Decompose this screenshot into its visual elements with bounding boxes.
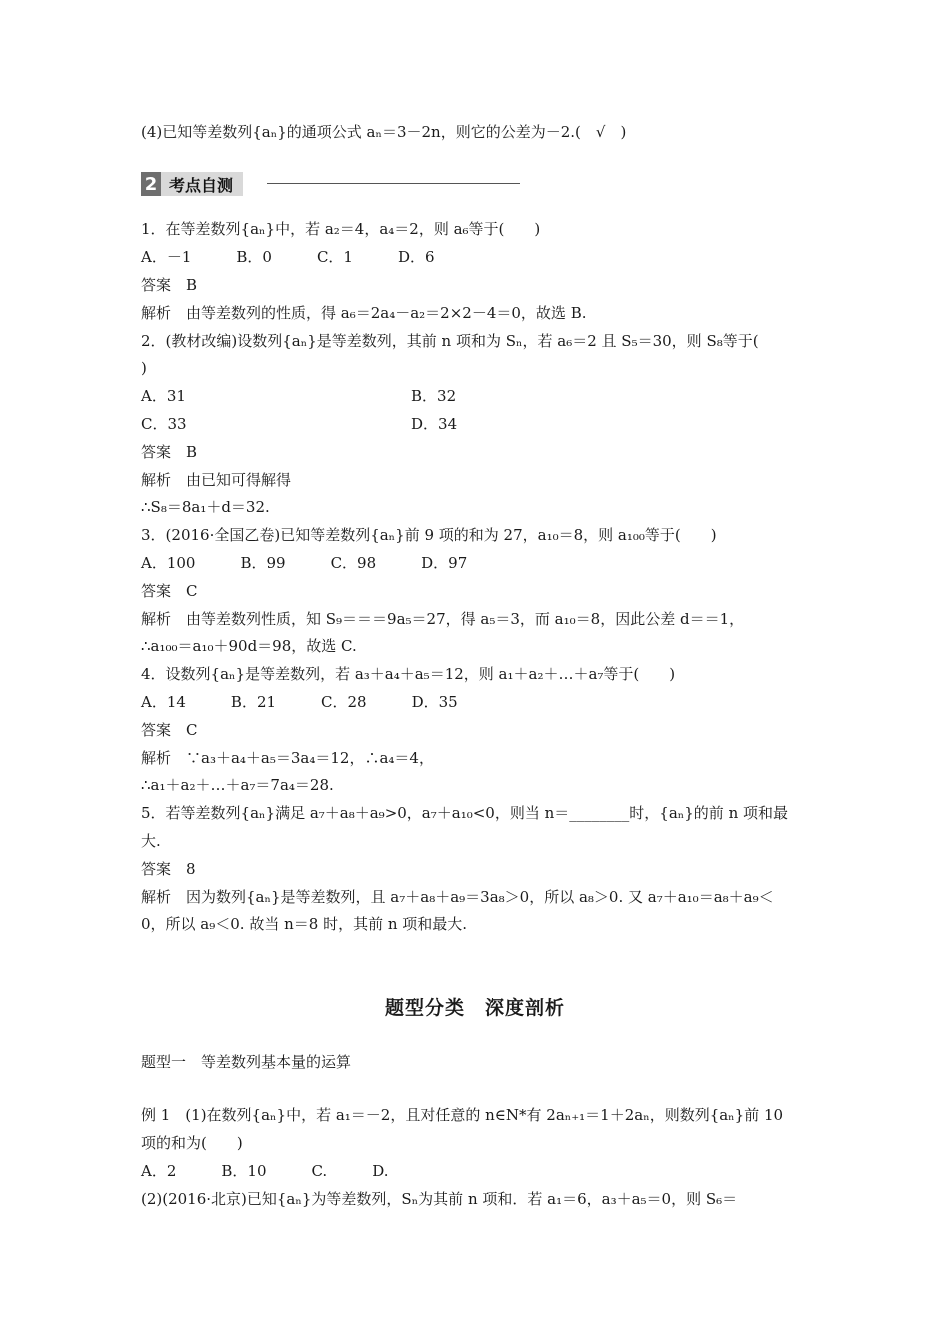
text-line: (2)(2016·北京)已知{aₙ}为等差数列，Sₙ为其前 n 项和．若 a₁＝6，a₃＋a₅＝0，则 S₆＝ [141,1190,738,1208]
text-line: 2．(教材改编)设数列{aₙ}是等差数列，其前 n 项和为 Sₙ，若 a₆＝2 且 S₅＝30，则 S₈等于( [141,332,759,350]
text-line: 答案 B [141,443,198,461]
text-line: 答案 C [141,721,198,739]
text-line: ∴a₁＋a₂＋…＋a₇＝7a₄＝28. [141,776,334,794]
text-line: 答案 8 [141,860,196,878]
text-line: 解析 由等差数列的性质，得 a₆＝2a₄－a₂＝2×2－4＝0，故选 B. [141,304,587,322]
header-rule [267,183,520,184]
text-line: 题型一 等差数列基本量的运算 [141,1053,352,1071]
text-line: A．100 B．99 C．98 D．97 [141,554,468,572]
text-line: 例 1 (1)在数列{aₙ}中，若 a₁＝－2，且对任意的 n∈N*有 2aₙ₊₁＝1＋2aₙ，则数列{aₙ}前 10 [141,1106,784,1124]
text-line: 1．在等差数列{aₙ}中，若 a₂＝4，a₄＝2，则 a₆等于( ) [141,220,541,238]
text-line: A．－1 B．0 C．1 D．6 [141,248,435,266]
option-b-q2: B．32 [411,387,457,405]
option-c-q2: C．33 [141,415,187,433]
text-line: 大. [141,832,161,850]
text-line: (4)已知等差数列{aₙ}的通项公式 aₙ＝3－2n，则它的公差为－2.( √ ) [141,123,627,141]
text-line: ∴S₈＝8a₁＋d＝32. [141,498,270,516]
text-line: 答案 C [141,582,198,600]
text-line: 解析 由已知可得解得 [141,471,292,489]
section-title: 题型分类 深度剖析 [384,997,565,1019]
text-line: ) [141,359,147,377]
text-line: 4．设数列{aₙ}是等差数列，若 a₃＋a₄＋a₅＝12，则 a₁＋a₂＋…＋a₇等于( ) [141,665,676,683]
section-label: 考点自测 [161,172,243,196]
text-line: 解析 因为数列{aₙ}是等差数列，且 a₇＋a₈＋a₉＝3a₈＞0，所以 a₈＞0. 又 a₇＋a₁₀＝a₈＋a₉＜ [141,888,774,906]
section-number-badge: 2 [141,172,161,196]
section-header-self-test [141,172,243,196]
text-line: 5．若等差数列{aₙ}满足 a₇＋a₈＋a₉>0，a₇＋a₁₀<0，则当 n＝________时，{aₙ}的前 n 项和最 [141,804,788,822]
text-line: 3．(2016·全国乙卷)已知等差数列{aₙ}前 9 项的和为 27，a₁₀＝8，则 a₁₀₀等于( ) [141,526,717,544]
text-line: A．14 B．21 C．28 D．35 [141,693,458,711]
text-line: ∴a₁₀₀＝a₁₀＋90d＝98，故选 C. [141,637,357,655]
text-line: A．2 B．10 C. D. [141,1162,389,1180]
text-line: 0，所以 a₉＜0. 故当 n＝8 时，其前 n 项和最大. [141,915,468,933]
text-line: 解析 由等差数列性质，知 S₉＝＝＝9a₅＝27，得 a₅＝3，而 a₁₀＝8，因此公差 d＝＝1， [141,610,745,628]
text-line: 答案 B [141,276,198,294]
option-a-q2: A．31 [141,387,186,405]
text-line: 项的和为( ) [141,1134,243,1152]
option-d-q2: D．34 [411,415,458,433]
text-line: 解析 ∵a₃＋a₄＋a₅＝3a₄＝12，∴a₄＝4， [141,749,434,767]
